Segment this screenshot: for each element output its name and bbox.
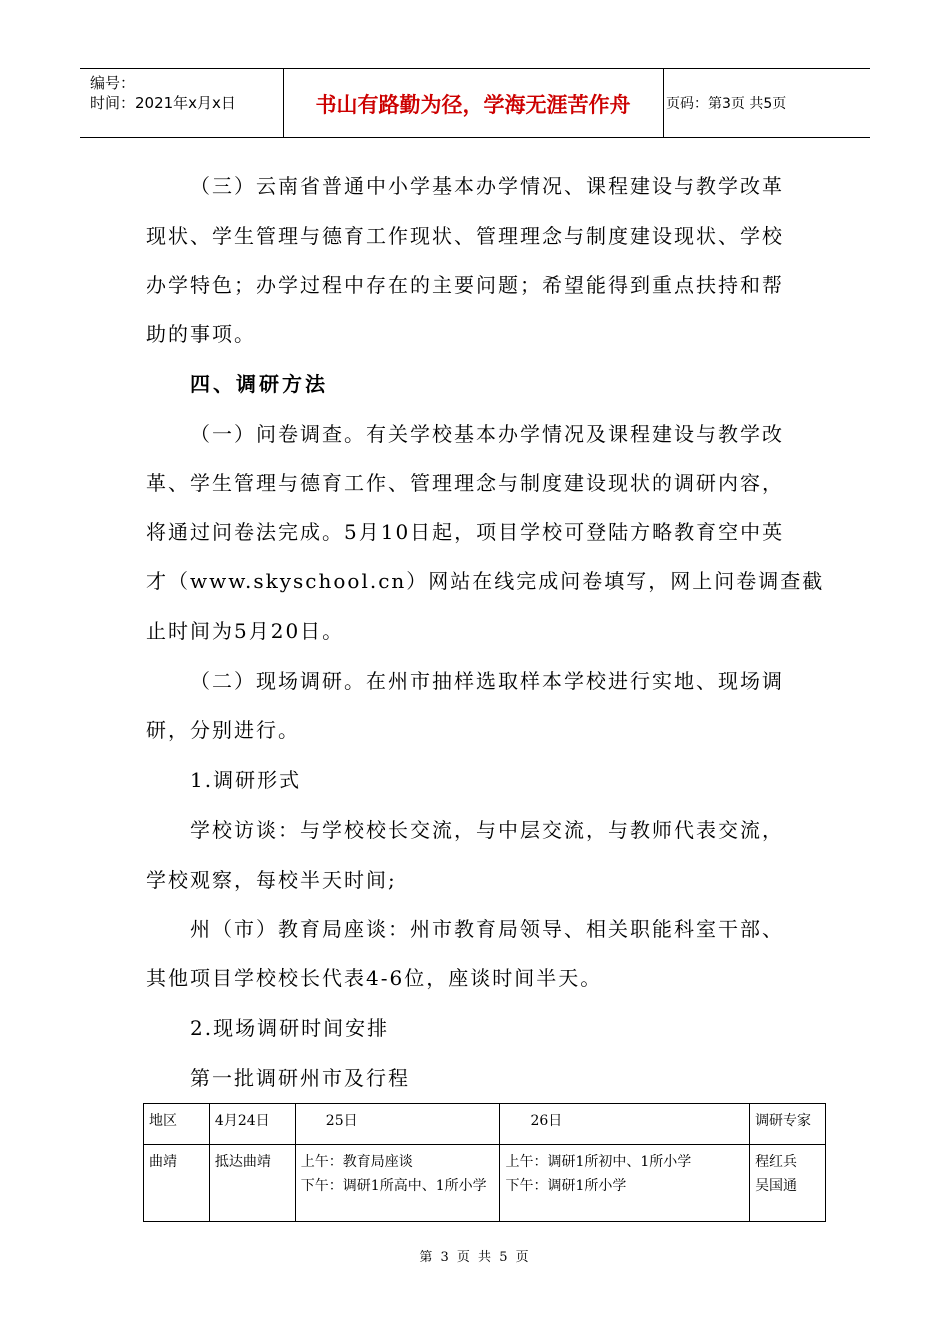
paragraph-line: 止时间为5月20日。 <box>146 619 345 643</box>
header-meta <box>90 73 236 113</box>
table-header-cell <box>500 1104 750 1145</box>
table-header-text: 25日 <box>325 1113 358 1129</box>
section-heading: 四、调研方法 <box>190 372 328 396</box>
paragraph-line: 办学特色；办学过程中存在的主要问题；希望能得到重点扶持和帮 <box>146 273 784 297</box>
schedule-morning: 上午：调研1所初中、1所小学 <box>505 1154 692 1170</box>
header-page-info: 页码：第3页 共5页 <box>666 96 787 112</box>
paragraph-line: 其他项目学校校长代表4-6位，座谈时间半天。 <box>146 966 603 990</box>
paragraph-line: （二）现场调研。在州市抽样选取样本学校进行实地、现场调 <box>190 669 784 693</box>
table-header-cell: 4月24日 <box>209 1104 295 1145</box>
subheading: 1.调研形式 <box>190 768 302 792</box>
paragraph-line: 将通过问卷法完成。5月10日起，项目学校可登陆方略教育空中英 <box>146 520 785 544</box>
table-cell-experts <box>750 1145 826 1222</box>
paragraph-line: 助的事项。 <box>146 322 256 346</box>
paragraph-line: 研，分别进行。 <box>146 718 300 742</box>
table-header-row <box>144 1104 826 1145</box>
paragraph-line: （一）问卷调查。有关学校基本办学情况及课程建设与教学改 <box>190 422 784 446</box>
schedule-afternoon: 下午：调研1所高中、1所小学 <box>300 1178 487 1194</box>
page-footer: 第 3 页 共 5 页 <box>419 1250 531 1265</box>
table-cell-day26 <box>500 1145 750 1222</box>
table-cell-day25 <box>295 1145 500 1222</box>
document-number-label: 编号： <box>90 74 136 92</box>
table-header-cell <box>295 1104 500 1145</box>
schedule-table <box>143 1103 826 1222</box>
paragraph-line: 革、学生管理与德育工作、管理理念与制度建设现状的调研内容， <box>146 471 784 495</box>
subheading: 2.现场调研时间安排 <box>190 1016 390 1040</box>
paragraph-line: 才（www.skyschool.cn）网站在线完成问卷填写，网上问卷调查截 <box>146 569 825 593</box>
paragraph-line: （三）云南省普通中小学基本办学情况、课程建设与教学改革 <box>190 174 784 198</box>
expert-name: 程红兵 <box>755 1154 798 1170</box>
table-caption: 第一批调研州市及行程 <box>190 1066 410 1090</box>
table-cell-day24: 抵达曲靖 <box>209 1145 295 1222</box>
page-header <box>80 68 870 138</box>
document-time-label: 时间：2021年x月x日 <box>90 94 236 112</box>
table-row <box>144 1145 826 1222</box>
table-header-cell: 调研专家 <box>750 1104 826 1145</box>
table-header-cell: 地区 <box>144 1104 210 1145</box>
paragraph-line: 州（市）教育局座谈：州市教育局领导、相关职能科室干部、 <box>190 917 784 941</box>
schedule-afternoon: 下午：调研1所小学 <box>505 1178 627 1194</box>
schedule-morning: 上午：教育局座谈 <box>300 1154 413 1170</box>
header-divider <box>663 69 664 137</box>
paragraph-line: 学校访谈：与学校校长交流，与中层交流，与教师代表交流， <box>190 818 784 842</box>
paragraph-line: 学校观察，每校半天时间; <box>146 868 397 892</box>
table-header-text: 26日 <box>530 1113 563 1129</box>
table-cell-region: 曲靖 <box>144 1145 210 1222</box>
paragraph-line: 现状、学生管理与德育工作现状、管理理念与制度建设现状、学校 <box>146 224 784 248</box>
expert-name: 吴国通 <box>755 1178 798 1194</box>
header-motto: 书山有路勤为径，学海无涯苦作舟 <box>315 93 631 117</box>
